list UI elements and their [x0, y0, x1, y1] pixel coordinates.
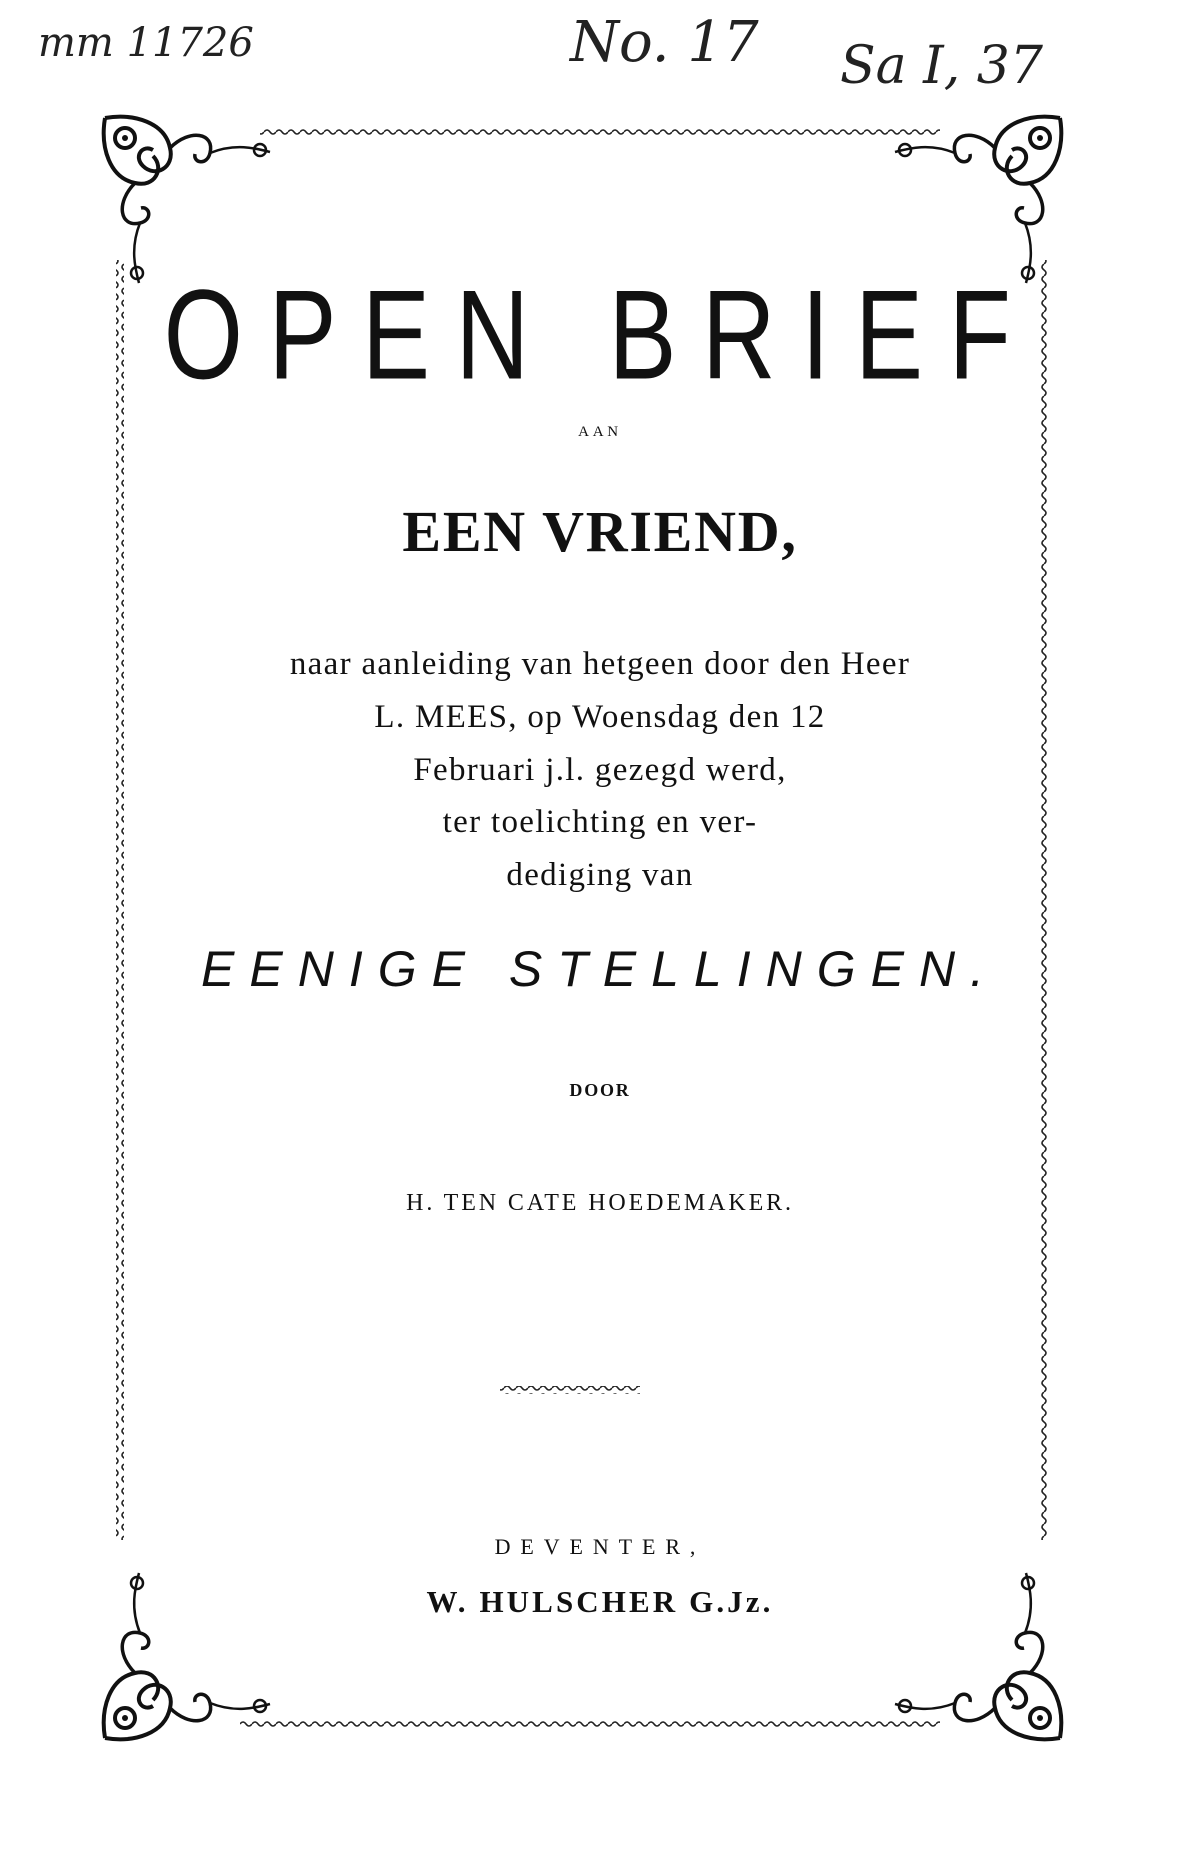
description-line: ter toelichting en ver-: [442, 804, 758, 841]
catalog-number-annotation: mm 11726: [38, 20, 254, 66]
description-line: Februari j.l. gezegd werd,: [413, 751, 787, 788]
page-title: OPEN BRIEF: [163, 263, 1037, 406]
volume-mark-annotation: Sa I, 37: [840, 36, 1043, 96]
publication-city: DEVENTER,: [494, 1534, 706, 1559]
description-block: [0, 638, 1200, 902]
description-line: L. MEES, op Woensdag den 12: [374, 698, 826, 735]
scroll-corner-ornament-top-left: [104, 117, 270, 283]
author-name: H. TEN CATE HOEDEMAKER.: [406, 1190, 794, 1216]
connector-word: AAN: [578, 424, 622, 440]
subtitle: EEN VRIEND,: [402, 499, 798, 564]
shelf-mark-annotation: No. 17: [570, 10, 759, 75]
by-label: DOOR: [569, 1080, 631, 1100]
description-line: naar aanleiding van hetgeen door den Heer: [289, 646, 911, 682]
work-title: EENIGE STELLINGEN.: [201, 941, 999, 997]
wavy-rule-divider: [500, 1386, 640, 1394]
description-line: dediging van: [506, 857, 694, 894]
publisher-name: W. HULSCHER G.Jz.: [426, 1584, 774, 1619]
scroll-corner-ornament-top-right: [895, 117, 1061, 283]
